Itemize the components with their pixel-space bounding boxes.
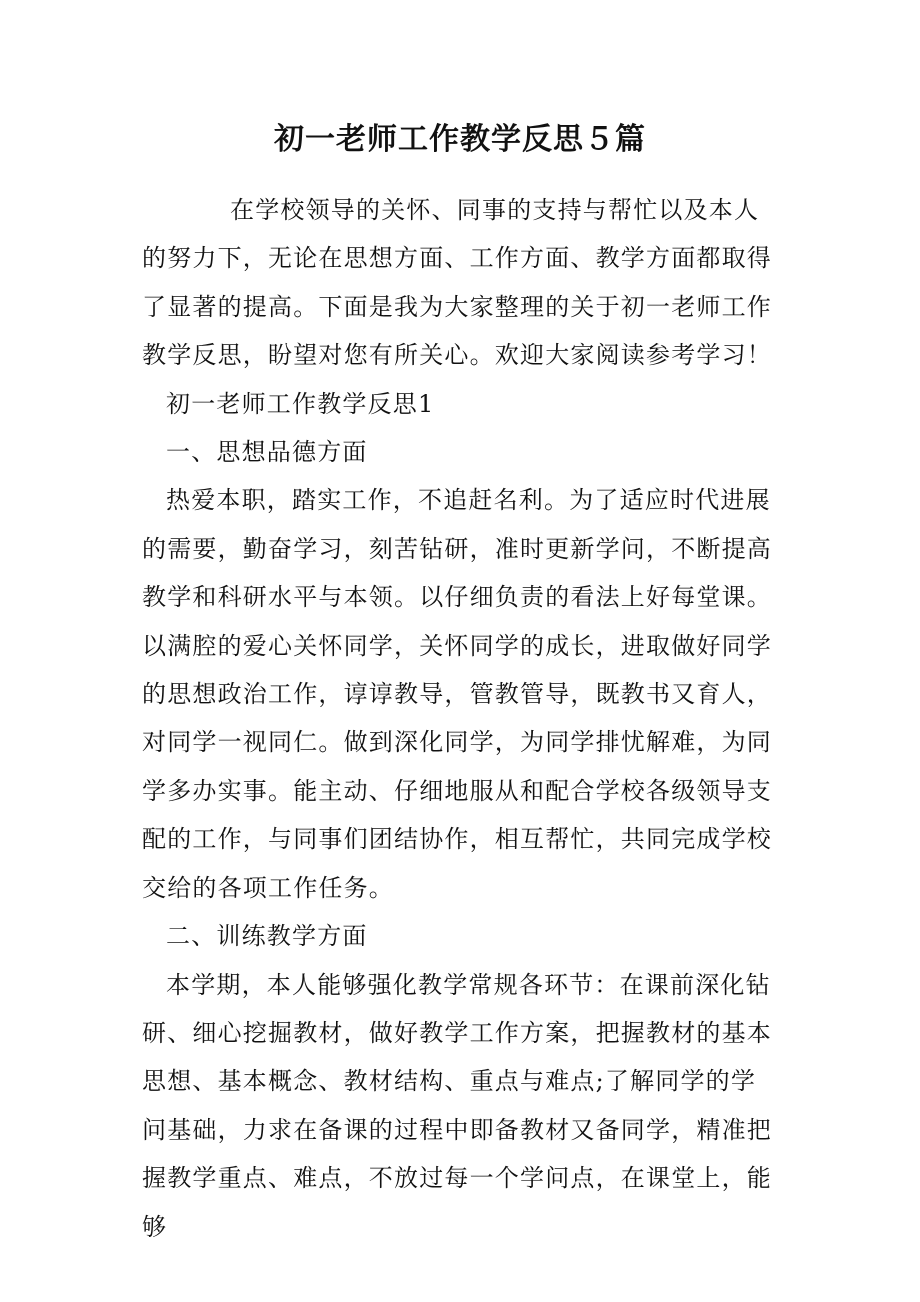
section-heading-reflection-1: 初一老师工作教学反思1 (166, 389, 435, 418)
subheading-teaching-aspect: 二、训练教学方面 (166, 922, 368, 951)
document-title: 初一老师工作教学反思５篇 (274, 122, 646, 157)
document-body (142, 186, 777, 1251)
intro-paragraph: 在学校领导的关怀、同事的支持与帮忙以及本人的努力下，无论在思想方面、工作方面、教学方面都取得了显著的提高。下面是我为大家整理的关于初一老师工作教学反思，盼望对您有所关心。欢迎大家阅读参考学习！ (142, 196, 772, 370)
teaching-aspect-paragraph: 本学期，本人能够强化教学常规各环节：在课前深化钻研、细心挖掘教材，做好教学工作方案，把握教材的基本思想、基本概念、教材结构、重点与难点;了解同学的学问基础，力求在备课的过程中即备教材又备同学，精准把握教学重点、难点，不放过每一个学问点，在课堂上，能够 (142, 970, 772, 1241)
moral-aspect-paragraph: 热爱本职，踏实工作，不追赶名利。为了适应时代进展的需要，勤奋学习，刻苦钻研，准时更新学问，不断提高教学和科研水平与本领。以仔细负责的看法上好每堂课。以满腔的爱心关怀同学，关怀同学的成长，进取做好同学的思想政治工作，谆谆教导，管教管导，既教书又育人，对同学一视同仁。做到深化同学，为同学排忧解难，为同学多办实事。能主动、仔细地服从和配合学校各级领导支配的工作，与同事们团结协作，相互帮忙，共同完成学校交给的各项工作任务。 (142, 486, 772, 902)
subheading-moral-aspect: 一、思想品德方面 (166, 438, 368, 467)
